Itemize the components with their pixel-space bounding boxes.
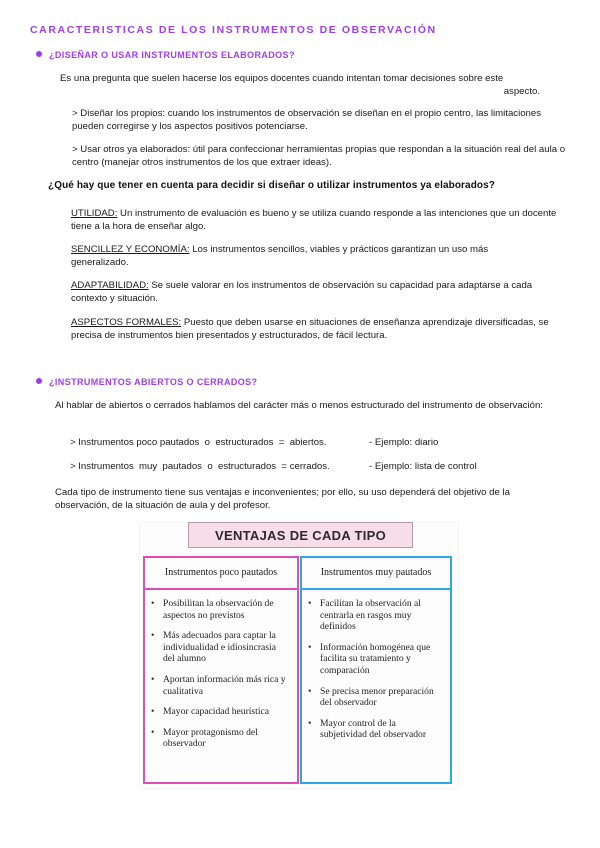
criterion-text: Un instrumento de evaluación es bueno y se utiliza cuando responde a las intenciones que un docente tiene a la hora de enseñar algo. — [71, 208, 557, 232]
list-item: • Información homogénea que facilita su tratamiento y comparación — [305, 642, 445, 677]
criterion-text: Los instrumentos sencillos, viables y prácticos garantizan un uso más generalizado. — [71, 244, 489, 268]
intro-paragraph — [60, 72, 550, 98]
example-lista-control: - Ejemplo: lista de control — [369, 461, 477, 472]
intro-line: Es una pregunta que suelen hacerse los equipos docentes cuando intentan tomar decisiones sobre este — [60, 73, 504, 84]
section-heading-text: ¿INSTRUMENTOS ABIERTOS O CERRADOS? — [49, 377, 258, 387]
list-item: • Mayor protagonismo del observador — [148, 727, 288, 750]
criterion-term: ASPECTOS FORMALES: — [71, 317, 182, 328]
bullet-icon — [36, 51, 42, 57]
criterion-term: SENCILLEZ Y ECONOMÍA: — [71, 244, 190, 255]
intro-line-end: aspecto. — [503, 86, 540, 97]
list-item: • Facilitan la observación al centrarla en rasgos muy definidos — [305, 598, 445, 633]
criterion-term: UTILIDAD: — [71, 208, 118, 219]
table-title: VENTAJAS DE CADA TIPO — [188, 522, 413, 548]
example-diario: - Ejemplo: diario — [369, 437, 439, 448]
list-item: • Más adecuados para captar la individualidad e idiosincrasia del alumno — [148, 630, 288, 665]
criterion-adaptabilidad — [71, 279, 571, 305]
list-muy-pautados — [305, 598, 445, 750]
list-item: • Mayor control de la subjetividad del observador — [305, 718, 445, 741]
list-item: • Mayor capacidad heurística — [148, 706, 288, 718]
list-poco-pautados — [148, 598, 288, 759]
bullet-icon — [36, 378, 42, 384]
list-item: • Se precisa menor preparación del observador — [305, 686, 445, 709]
column-header-muy-pautados: Instrumentos muy pautados — [302, 558, 450, 590]
section-heading-text: ¿DISEÑAR O USAR INSTRUMENTOS ELABORADOS? — [49, 50, 295, 60]
criterion-utilidad — [71, 207, 561, 233]
criterion-text: Puesto que deben usarse en situaciones de enseñanza aprendizaje diversificadas, se precisa de instrumentos bien presentados y estructurados, de fácil lectura. — [71, 317, 549, 341]
criterion-text: Se suele valorar en los instrumentos de observación su capacidad para adaptarse a cada contexto y situación. — [71, 280, 533, 304]
closing-paragraph: Cada tipo de instrumento tiene sus ventajas e inconvenientes; por ello, su uso dependerá del objetivo de la observación, de la situación de aula y del profesor. — [55, 487, 510, 511]
column-header-poco-pautados: Instrumentos poco pautados — [145, 558, 297, 590]
abiertos-intro: Al hablar de abiertos o cerrados hablamos del carácter más o menos estructurado del instrumento de observación: — [55, 400, 543, 411]
section-heading-abiertos — [36, 377, 257, 387]
point-disenar-propios: > Diseñar los propios: cuando los instrumentos de observación se diseñan en el propio centro, las limitaciones pueden corregirse y los aspectos positivos potenciarse. — [72, 108, 542, 132]
row-cerrados: > Instrumentos muy pautados o estructurados = cerrados. — [70, 461, 330, 472]
criteria-question: ¿Qué hay que tener en cuenta para decidir si diseñar o utilizar instrumentos ya elaborados? — [48, 180, 495, 191]
criterion-sencillez — [71, 243, 541, 269]
criterion-term: ADAPTABILIDAD: — [71, 280, 149, 291]
list-item: • Posibilitan la observación de aspectos no previstos — [148, 598, 288, 621]
row-abiertos: > Instrumentos poco pautados o estructurados = abiertos. — [70, 437, 327, 448]
criterion-aspectos-formales — [71, 316, 571, 342]
page-title: CARACTERISTICAS DE LOS INSTRUMENTOS DE OBSERVACIÓN — [30, 24, 437, 36]
point-usar-otros: > Usar otros ya elaborados: útil para confeccionar herramientas propias que respondan a la situación real del aula o centro (manejar otros instrumentos de los que extraer ideas). — [72, 144, 566, 168]
section-heading-disenar — [36, 50, 295, 60]
list-item: • Aportan información más rica y cualitativa — [148, 674, 288, 697]
